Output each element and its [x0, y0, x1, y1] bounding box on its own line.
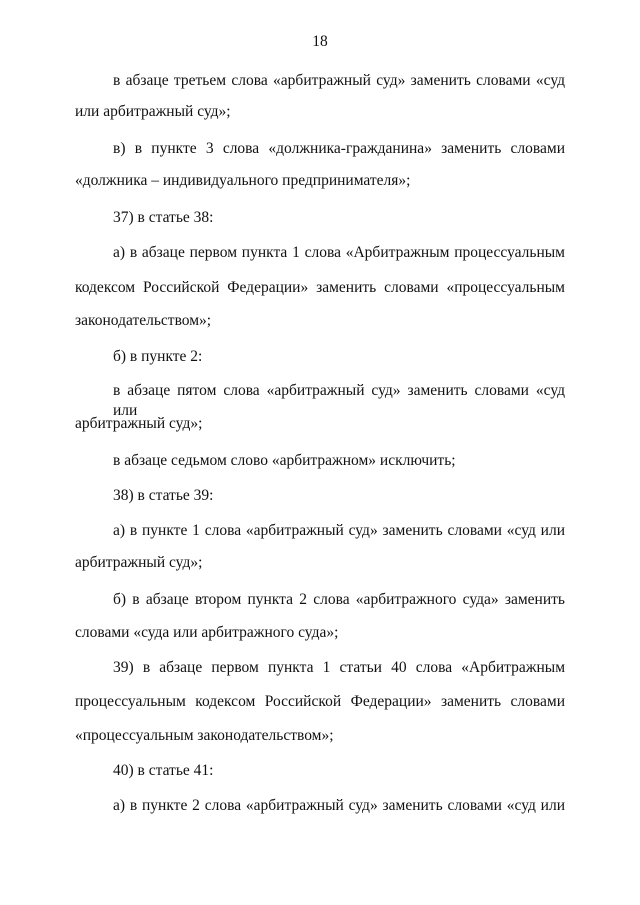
- text-line: а) в пункте 2 слова «арбитражный суд» заменить словами «суд или: [113, 797, 565, 814]
- text-line: в абзаце пятом слова «арбитражный суд» заменить словами «суд или: [113, 382, 565, 419]
- text-line: 38) в статье 39:: [113, 487, 214, 504]
- text-line: 40) в статье 41:: [113, 762, 214, 779]
- text-line: арбитражный суд»;: [75, 554, 203, 571]
- text-line: б) в абзаце втором пункта 2 слова «арбитражного суда» заменить: [113, 591, 565, 608]
- text-line: в абзаце седьмом слово «арбитражном» исключить;: [113, 452, 456, 469]
- text-line: б) в пункте 2:: [113, 348, 203, 365]
- text-line: арбитражный суд»;: [75, 415, 203, 432]
- text-line: «должника – индивидуального предпринимателя»;: [75, 172, 411, 189]
- text-line: «процессуальным законодательством»;: [75, 727, 334, 744]
- page-number: 18: [312, 33, 328, 50]
- text-line: а) в абзаце первом пункта 1 слова «Арбитражным процессуальным: [113, 244, 565, 261]
- text-line: а) в пункте 1 слова «арбитражный суд» заменить словами «суд или: [113, 522, 565, 539]
- text-line: 37) в статье 38:: [113, 209, 214, 226]
- text-line: или арбитражный суд»;: [75, 103, 231, 120]
- text-line: в) в пункте 3 слова «должника-гражданина» заменить словами: [113, 140, 565, 157]
- text-line: словами «суда или арбитражного суда»;: [75, 624, 339, 641]
- text-line: законодательством»;: [75, 312, 212, 329]
- text-line: кодексом Российской Федерации» заменить словами «процессуальным: [75, 279, 565, 296]
- text-line: процессуальным кодексом Российской Федерации» заменить словами: [75, 693, 565, 710]
- text-line: в абзаце третьем слова «арбитражный суд» заменить словами «суд: [113, 72, 565, 89]
- text-line: 39) в абзаце первом пункта 1 статьи 40 слова «Арбитражным: [113, 659, 565, 676]
